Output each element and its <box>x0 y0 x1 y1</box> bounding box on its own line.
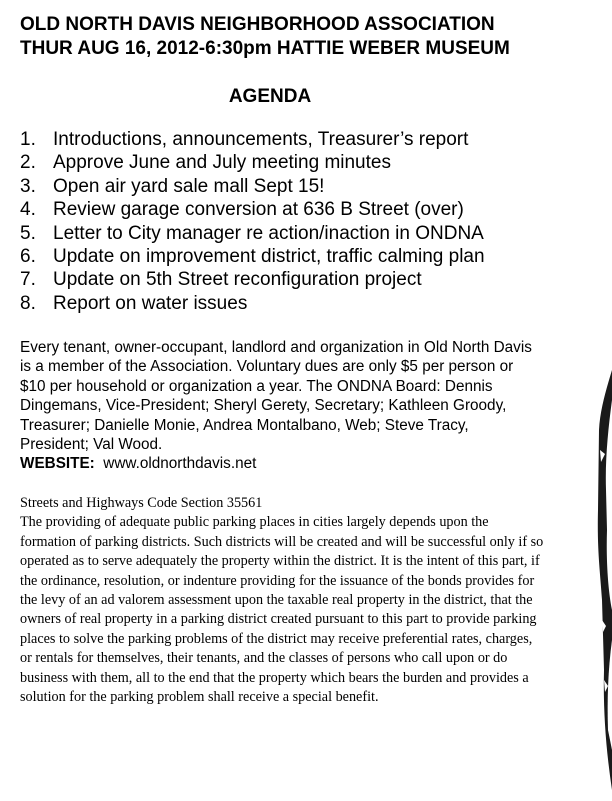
agenda-item-text: Update on improvement district, traffic calming plan <box>53 246 485 268</box>
agenda-item-number: 3. <box>20 175 36 197</box>
agenda-item-number: 4. <box>20 199 36 221</box>
agenda-item <box>20 245 485 268</box>
agenda-item-text: Review garage conversion at 636 B Street (over) <box>53 199 464 221</box>
agenda-item <box>20 128 485 151</box>
agenda-list <box>20 128 485 315</box>
website-label: WEBSITE: <box>20 455 95 473</box>
membership-paragraph <box>20 338 540 474</box>
agenda-item <box>20 292 485 315</box>
agenda-item-number: 2. <box>20 152 36 174</box>
agenda-item <box>20 222 485 245</box>
association-title: OLD NORTH DAVIS NEIGHBORHOOD ASSOCIATION <box>20 14 495 35</box>
code-section-body: The providing of adequate public parking places in cities largely depends upon the formation of parking districts. Such districts will be created and will be successful only if so operated as to serve adequately the property within the district. It is the intent of this part, if the ordinance, resolution, or indenture providing for the issuance of the bonds provides for the levy of an ad valorem assessment upon the taxable real property in the district, that the owners of real property in a parking district created pursuant to this part to provide parking places to solve the parking problems of the district may receive preferential rates, charges, or rentals for themselves, their tenants, and the classes of persons who call upon or do business with them, all to the end that the property which bears the burden and provides a solution for the parking problem shall receive a special benefit. <box>20 514 544 706</box>
code-section <box>20 494 545 707</box>
agenda-item-text: Letter to City manager re action/inaction in ONDNA <box>53 222 484 244</box>
agenda-item-number: 5. <box>20 222 36 244</box>
code-section-title: Streets and Highways Code Section 35561 <box>20 495 263 511</box>
agenda-item-text: Introductions, announcements, Treasurer’s report <box>53 129 469 150</box>
agenda-item-text: Update on 5th Street reconfiguration project <box>53 269 422 291</box>
agenda-item-text: Approve June and July meeting minutes <box>53 152 391 174</box>
agenda-item <box>20 198 485 221</box>
agenda-item-text: Open air yard sale mall Sept 15! <box>53 175 325 197</box>
agenda-item-number: 1. <box>20 129 36 150</box>
agenda-item-number: 8. <box>20 292 36 314</box>
agenda-item <box>20 151 485 174</box>
agenda-item-number: 6. <box>20 246 36 268</box>
margin-illustration <box>594 370 612 790</box>
agenda-item-text: Report on water issues <box>53 292 248 314</box>
meeting-date-location: THUR AUG 16, 2012-6:30pm HATTIE WEBER MUSEUM <box>20 38 510 59</box>
agenda-item <box>20 175 485 198</box>
agenda-heading: AGENDA <box>228 86 312 107</box>
agenda-item <box>20 268 485 291</box>
website-url: www.oldnorthdavis.net <box>103 455 257 473</box>
membership-text: Every tenant, owner-occupant, landlord and organization in Old North Davis is a member of the Association. Voluntary dues are only $5 per person or $10 per household or organization a year. The ONDNA Board: Dennis Dingemans, Vice-President; Sheryl Gerety, Secretary; Kathleen Groody, Treasurer; Danielle Monie, Andrea Montalbano, Web; Steve Tracy, President; Val Wood. <box>20 339 532 454</box>
agenda-item-number: 7. <box>20 269 36 291</box>
